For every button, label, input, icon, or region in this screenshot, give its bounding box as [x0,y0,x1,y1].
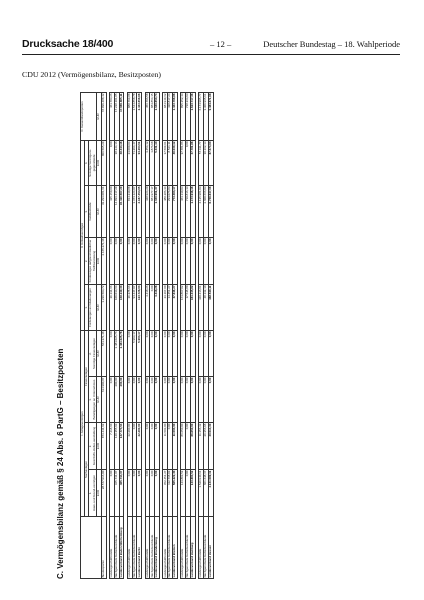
row-label: Landesgeschäftsstelle [127,517,132,579]
col-header-5: Forderungen an Gliederungen [89,284,96,330]
value-cell: 0,00 [150,470,155,517]
value-cell: 87.573,90 [208,140,213,185]
value-cell: 0,00 [127,330,132,376]
value-cell: 37.648,27 [173,284,178,330]
value-cell: 4.418,26 [145,284,150,330]
row-label: Landesgeschäftsstelle [109,517,114,579]
unit-cell: EUR [96,470,101,517]
unit-cell: EUR [96,377,101,423]
value-cell: 0,00 [150,237,155,284]
value-cell: 140.355,93 [114,423,119,470]
value-cell: 293.076,83 [168,185,173,237]
row-label: Nachgeordnete Gebietsverbände [150,517,155,579]
table-row-total [208,92,213,578]
unit-cell: EUR [96,92,101,140]
value-cell: 38.344,16 [114,140,119,185]
row-label: Nachgeordnete Gebietsverbände [168,517,173,579]
value-cell: 0,00 [181,377,186,423]
unit-cell: EUR [96,237,101,284]
value-cell: 0,00 [186,237,191,284]
value-cell: 0,00 [119,237,124,284]
value-cell: 773.363,17 [173,185,178,237]
value-cell: 11.503,00 [163,423,168,470]
value-cell: 2.131.589,31 [208,470,213,517]
value-cell: 1.330.901,37 [155,185,160,237]
value-cell: 0,00 [186,330,191,376]
value-cell: 181.445,82 [191,284,196,330]
value-cell: 15.418.567,29 [119,185,124,237]
value-cell: 873.444,92 [101,423,106,470]
value-cell: 2.433.658,66 [137,92,142,140]
value-cell: 0,00 [132,237,137,284]
value-cell: 94.447,07 [132,284,137,330]
row-label: Landesgeschäftsstelle [199,517,204,579]
value-cell: 0,00 [150,284,155,330]
header-anlagevermoegen: I. Anlagevermögen [81,330,85,516]
value-cell: 4.418,26 [155,284,160,330]
value-cell: 37.781,86 [181,140,186,185]
value-cell: 895.352,43 [181,92,186,140]
value-cell: 984.949,62 [163,92,168,140]
value-cell: 0,00 [132,470,137,517]
value-cell: 0,00 [137,377,142,423]
page-header [22,38,400,52]
value-cell: 0,00 [150,377,155,423]
col-header-6: Forderungen aufgrund staatlicher Teilfinanzierung [89,237,96,284]
value-cell: 565.222,30 [173,470,178,517]
value-cell: 561.371,48 [101,330,106,376]
section-title: C. Vermögensbilanz gemäß § 24 Abs. 6 PartG – Besitzposten [56,348,65,579]
header-num-2: 2. [85,237,89,284]
row-label: Nachgeordnete Gebietsverbände [186,517,191,579]
unit-cell: EUR [96,140,101,185]
row-label: Landesgeschäftsstelle [163,517,168,579]
value-cell: 0,00 [168,377,173,423]
value-cell: 1.623.717,36 [191,92,196,140]
value-cell: 0,00 [155,330,160,376]
value-cell: 0,00 [132,377,137,423]
value-cell: 881.977,17 [150,185,155,237]
value-cell: 5.993,17 [137,330,142,376]
row-label: Nachgeordnete Gebietsverbände [114,517,119,579]
value-cell: 0,00 [150,330,155,376]
value-cell: 0,00 [163,330,168,376]
value-cell: 0,00 [191,237,196,284]
value-cell: 109.014,64 [114,284,119,330]
value-cell: 4.135.981,03 [199,185,204,237]
value-cell: 0,00 [145,470,150,517]
row-label: Nachgeordnete Gebietsverbände [132,517,137,579]
header-rule [22,54,400,55]
value-cell: 463.130,03 [181,185,186,237]
value-cell: 163.897,02 [181,284,186,330]
value-cell: 1.876,98 [150,140,155,185]
value-cell: 11.156,32 [199,423,204,470]
row-label: Landesverband Bremen [173,517,178,579]
value-cell: 0,00 [208,330,213,376]
value-cell: 0,00 [173,330,178,376]
row-label: Nachgeordnete Gebietsverbände [203,517,208,579]
col-header-2: 2. Geschäfts-stellen-ausstattung [89,423,96,470]
value-cell: 17.228.101,85 [114,92,119,140]
page-subtitle: CDU 2012 (Vermögensbilanz, Besitzposten) [22,70,162,79]
value-cell: 888.799,88 [127,92,132,140]
row-label: Landesverband Berlin [137,517,142,579]
value-cell: 0,00 [163,237,168,284]
value-cell: 200,00 [119,377,124,423]
value-cell: 5.331,10 [155,140,160,185]
value-cell: 0,00 [168,423,173,470]
value-cell: 1.529.940,64 [199,470,204,517]
value-cell: 0,00 [208,377,213,423]
value-cell: 0,00 [208,237,213,284]
value-cell: 23.000,04 [127,140,132,185]
value-cell: 0,00 [186,470,191,517]
value-cell: 465.744,07 [114,470,119,517]
value-cell: 200,00 [114,377,119,423]
value-cell: 0,00 [132,423,137,470]
value-cell: 465.744,07 [119,470,124,517]
value-cell: 1.433.766,86 [173,92,178,140]
value-cell: 5.993,17 [132,330,137,376]
parliament-label: Deutscher Bundestag – 18. Wahlperiode [263,39,400,49]
value-cell: 3.454,12 [145,140,150,185]
value-cell: 11.503,00 [173,423,178,470]
value-cell: 1.373.124,07 [132,185,137,237]
value-cell: 883.854,15 [150,92,155,140]
header-num-3: 3. [85,185,89,237]
row-label: Landesgeschäftsstelle [145,517,150,579]
value-cell: 0,00 [191,377,196,423]
value-cell: 143.893,52 [181,470,186,517]
value-cell: 456.796,58 [145,92,150,140]
value-cell: 22.290,00 [127,423,132,470]
value-cell: 0,00 [155,423,160,470]
value-cell: 0,00 [181,237,186,284]
col-header-3: 1. Beteiligungen an Unternehmen [89,377,96,423]
col-header-4: 2. Sonstige Finanzanlagen [89,330,96,376]
value-cell: 614.900,87 [101,377,106,423]
value-cell: 29.278,96 [127,284,132,330]
row-label: Bundespartei [101,517,106,579]
value-cell: 46.030,12 [173,140,178,185]
value-cell: 0,00 [155,470,160,517]
value-cell: 37.781,86 [191,140,196,185]
page-number: – 12 – [210,39,232,49]
row-label: Landesverband Hessen [208,517,213,579]
value-cell: 38.344,16 [119,140,124,185]
value-cell: 0,00 [109,377,114,423]
value-cell: 0,00 [109,330,114,376]
value-cell: 29.356,98 [203,423,208,470]
value-cell: 14.451,27 [168,284,173,330]
col-header-8: Sonstige Vermögens-gegenstände [89,140,96,185]
value-cell: 1.481.025,76 [119,330,124,376]
unit-cell: EUR [96,185,101,237]
value-cell: 0,00 [150,423,155,470]
value-cell: 147.774,53 [119,423,124,470]
value-cell: 0,00 [127,377,132,423]
value-cell: 0,00 [145,423,150,470]
value-cell: 0,00 [191,330,196,376]
value-cell: 112.768,03 [168,470,173,517]
value-cell: 94.294,51 [137,140,142,185]
value-cell: 71.294,47 [132,140,137,185]
value-cell: 0,00 [155,377,160,423]
value-cell: 488.548,11 [208,284,213,330]
table-body [101,92,213,578]
asset-balance-table [80,92,214,579]
unit-cell: EUR [96,284,101,330]
value-cell: 1.544.858,78 [132,92,137,140]
value-cell: 0,00 [127,470,132,517]
value-cell: 0,00 [186,423,191,470]
value-cell: 138.149,30 [119,284,124,330]
value-cell: 6.174.905,77 [199,92,204,140]
value-cell: 0,00 [163,377,168,423]
value-cell: 428.817,24 [168,92,173,140]
value-cell: 48.132,10 [203,284,208,330]
value-cell: 1.173.946,16 [191,185,196,237]
value-cell: 601.648,67 [203,470,208,517]
value-cell: 448.924,20 [145,185,150,237]
value-cell: 23.197,00 [163,284,168,330]
header-finanzanlagen: Finanzanlagen [85,330,89,422]
value-cell: 0,00 [186,377,191,423]
value-cell: 67.999.488,42 [101,92,106,140]
unit-cell: EUR [96,423,101,470]
header-umlaufvermoegen: II. Umlaufvermögen [81,140,85,330]
value-cell: 9.484.871,68 [208,92,213,140]
value-cell: 29.134,66 [109,284,114,330]
label-column-header [81,517,102,579]
header-num-1: 1. [85,284,89,330]
value-cell: 0,00 [186,140,191,185]
value-cell: 0,00 [203,330,208,376]
value-cell: 0,00 [155,237,160,284]
value-cell: 0,00 [109,140,114,185]
header-gesamtbesitzposten: C. Gesamtbesitzposten [81,92,97,140]
value-cell: 0,00 [203,377,208,423]
value-cell: 57.411,77 [199,140,204,185]
row-label: Landesverband Baden-Württemberg [119,517,124,579]
value-cell: 3.309.965,91 [203,92,208,140]
value-cell: 0,00 [199,377,204,423]
row-label: Landesgeschäftsstelle [181,517,186,579]
value-cell: 17.548,80 [186,284,191,330]
value-cell: 28.577.916,00 [101,470,106,517]
value-cell: 0,00 [137,237,142,284]
value-cell: 0,00 [114,237,119,284]
value-cell: 86.650,00 [181,423,186,470]
value-cell: 806.595,29 [101,140,106,185]
value-cell: 710.816,13 [186,185,191,237]
value-cell: 480.286,34 [163,185,168,237]
value-cell: 0,00 [168,330,173,376]
value-cell: 452.454,27 [163,470,168,517]
value-cell: 0,00 [173,237,178,284]
value-cell: 0,00 [145,237,150,284]
value-cell: 33.293.081,61 [101,185,106,237]
value-cell: 0,00 [203,237,208,284]
document-label: Drucksache 18/400 [22,38,114,50]
value-cell: 40.513,30 [208,423,213,470]
value-cell: 2.187.354,95 [137,185,142,237]
value-cell: 22.290,00 [137,423,142,470]
value-cell: 0,00 [181,330,186,376]
value-cell: 0,00 [127,237,132,284]
value-cell: 37.509,01 [163,140,168,185]
value-cell: 143.893,52 [191,470,196,517]
value-cell: 30.162,13 [203,140,208,185]
col-header-7: Geldbestände [89,185,96,237]
value-cell: 0,00 [109,237,114,284]
header-sachanlagen: Sachanlagen [85,423,89,517]
value-cell: 14.993.417,29 [114,185,119,237]
value-cell: 86.650,00 [191,423,196,470]
value-cell: 2.165.271,38 [101,237,106,284]
value-cell: 8.521,11 [168,140,173,185]
header-num-4: 4. [85,140,89,185]
value-cell: 6.736.647,06 [208,185,213,237]
col-header-1: 1. Haus- und Grund-vermögen [89,470,96,517]
value-cell: 2.600.666,03 [203,185,208,237]
value-cell: 0,00 [168,237,173,284]
unit-cell: EUR [96,330,101,376]
value-cell: 1.481.025,76 [114,330,119,376]
value-cell: 461.703,26 [109,92,114,140]
row-label: Landesverband Brandenburg [155,517,160,579]
value-cell: 440.416,01 [199,284,204,330]
value-cell: 0,00 [173,377,178,423]
value-cell: 0,00 [145,330,150,376]
value-cell: 123.726,03 [137,284,142,330]
value-cell: 0,00 [137,470,142,517]
row-label: Landesverband Hamburg [191,517,196,579]
value-cell: 0,00 [109,470,114,517]
value-cell: 728.364,93 [186,92,191,140]
value-cell: 425.150,00 [109,185,114,237]
value-cell: 0,00 [199,237,204,284]
value-cell: 17.689.805,11 [119,92,124,140]
value-cell: 1.239.503,72 [101,284,106,330]
value-cell: 814.230,88 [127,185,132,237]
value-cell: 0,00 [199,330,204,376]
value-cell: 7.418,60 [109,423,114,470]
value-cell: 0,00 [145,377,150,423]
value-cell: 1.340.650,73 [155,92,160,140]
